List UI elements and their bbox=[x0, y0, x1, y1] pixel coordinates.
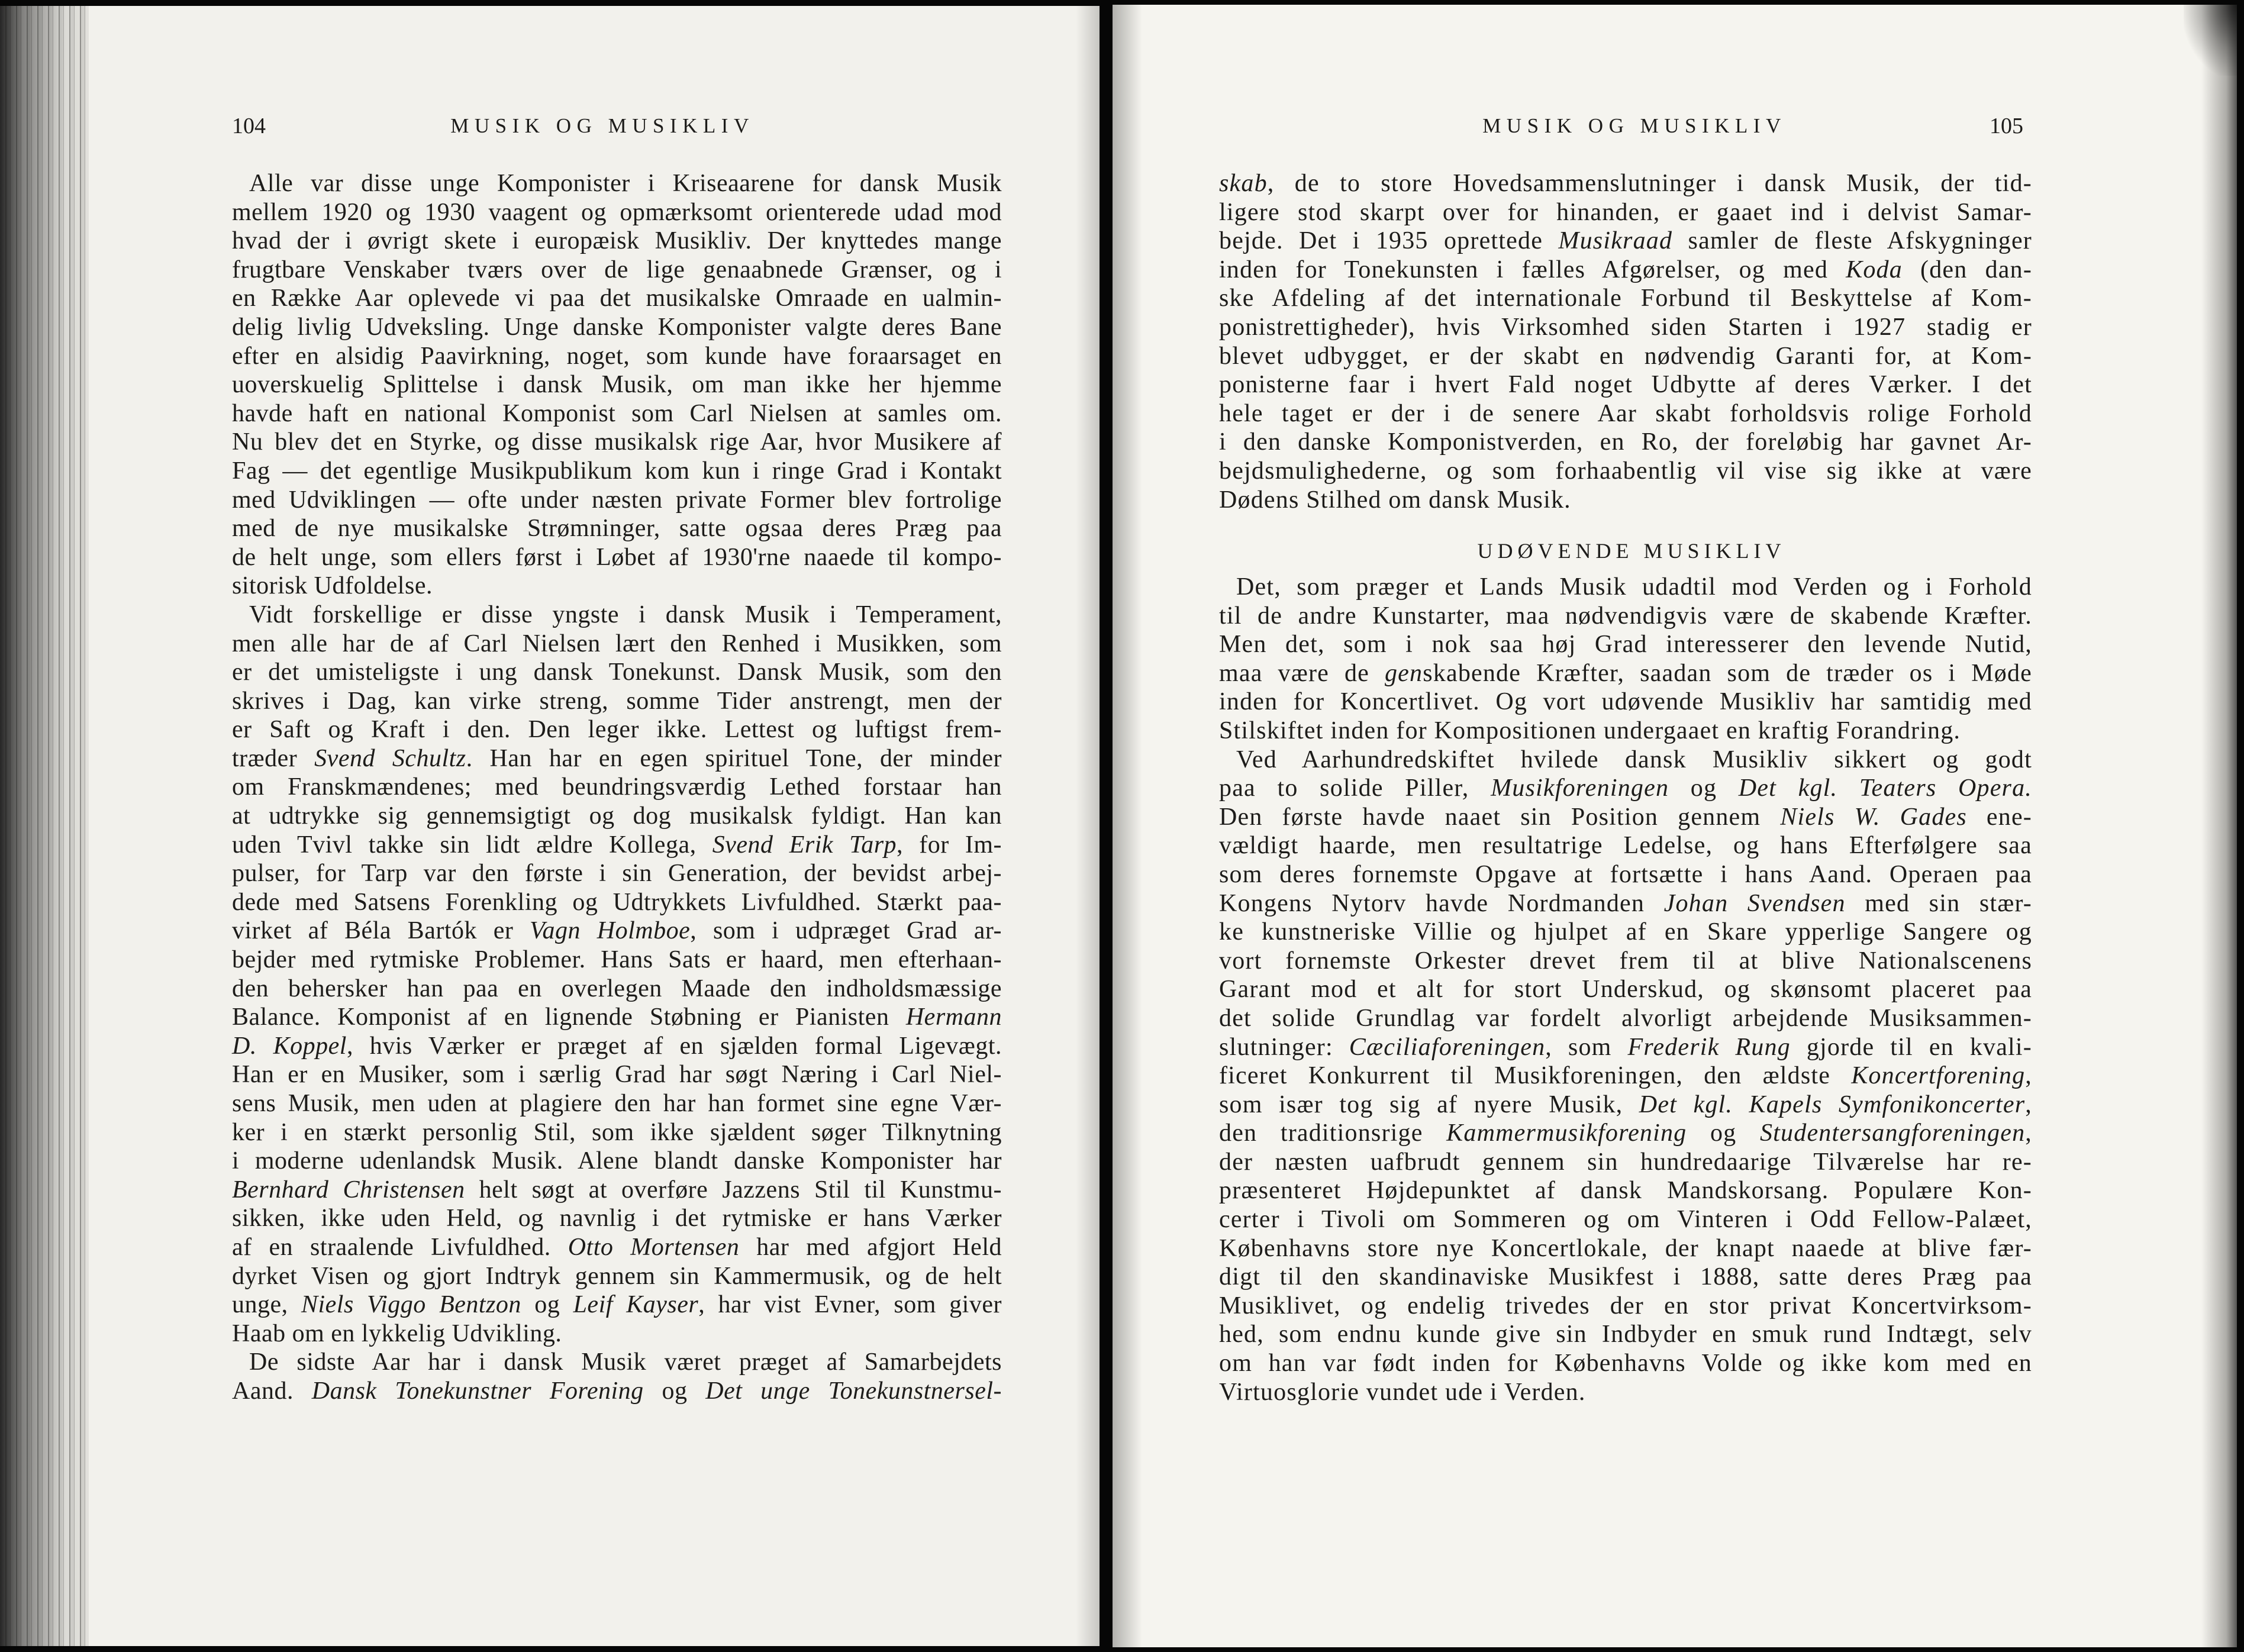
text-line bbox=[232, 715, 1002, 744]
text-run: som deres fornemste Opgave at fortsætte i hans Aand. Operaen paa bbox=[1219, 860, 2032, 888]
text-run: ligere stod skarpt over for hinanden, er gaaet ind i delvist Samar- bbox=[1219, 198, 2032, 226]
page-edge-shadow bbox=[2201, 5, 2237, 1647]
text-run: (den dan- bbox=[1902, 256, 2033, 283]
italic-text: Leif Kayser bbox=[573, 1291, 699, 1319]
text-run: som især tog sig af nyere Musik, bbox=[1219, 1090, 1639, 1118]
running-head: MUSIK OG MUSIKLIV bbox=[1482, 114, 1787, 137]
italic-text: Niels W. Gades bbox=[1780, 803, 1967, 831]
text-line bbox=[232, 773, 1002, 802]
text-line bbox=[1219, 1378, 2032, 1407]
text-line bbox=[1219, 256, 2032, 285]
text-run: ficeret Konkurrent til Musikforeningen, den ældste bbox=[1219, 1062, 1852, 1090]
text-run: , som bbox=[1545, 1033, 1628, 1061]
text-run: i moderne udenlandsk Musik. Alene blandt danske Komponister har bbox=[232, 1147, 1002, 1175]
text-line bbox=[1219, 1148, 2032, 1177]
italic-text: Frederik Rung bbox=[1627, 1033, 1791, 1061]
text-line bbox=[1219, 1033, 2032, 1062]
text-line bbox=[1219, 889, 2032, 918]
text-line bbox=[232, 658, 1002, 687]
italic-text: Koda bbox=[1846, 256, 1903, 283]
text-line bbox=[232, 256, 1002, 285]
text-line bbox=[232, 1319, 1002, 1348]
italic-text: Svend Schultz bbox=[314, 744, 466, 772]
italic-text: Svend Erik Tarp bbox=[712, 831, 897, 859]
italic-text: Det unge Tonekunstnersel- bbox=[705, 1377, 1002, 1405]
text-run: certer i Tivoli om Sommeren og om Vinteren i Odd Fellow-Palæet, bbox=[1219, 1206, 2032, 1234]
text-run: den traditionsrige bbox=[1219, 1119, 1447, 1147]
text-run: Men det, som i nok saa høj Grad interesserer den levende Nutid, bbox=[1219, 631, 2032, 659]
text-run: Ved Aarhundredskiftet hvilede dansk Musikliv sikkert og godt bbox=[1236, 746, 2032, 773]
text-run: sens Musik, men uden at plagiere den har han formet sine egne Vær- bbox=[232, 1090, 1002, 1117]
text-run: vældigt haarde, men resultatrige Ledelse, og hans Efterfølgere saa bbox=[1219, 832, 2032, 860]
text-line bbox=[1219, 1320, 2032, 1349]
paragraph bbox=[1219, 573, 2032, 746]
text-line bbox=[232, 1003, 1002, 1032]
text-line bbox=[232, 917, 1002, 946]
text-run: med sin stær- bbox=[1845, 889, 2032, 917]
text-line bbox=[1219, 774, 2032, 803]
text-line bbox=[1219, 947, 2032, 976]
text-line bbox=[1219, 399, 2032, 428]
body-text bbox=[1219, 169, 2032, 514]
text-line bbox=[232, 1348, 1002, 1377]
text-line bbox=[1219, 1119, 2032, 1148]
text-run: dede med Satsens Forenkling og Udtrykkets Livfuldhed. Stærkt paa- bbox=[232, 888, 1002, 916]
gutter-shadow bbox=[1076, 6, 1100, 1646]
text-line bbox=[1219, 1061, 2032, 1090]
text-line bbox=[232, 1290, 1002, 1319]
italic-text: D. Koppel bbox=[232, 1032, 347, 1060]
text-line bbox=[1219, 1292, 2032, 1321]
text-line bbox=[1219, 1090, 2032, 1119]
body-text bbox=[232, 169, 1002, 1406]
text-run: blevet udbygget, er der skabt en nødvendig Garanti for, at Kom- bbox=[1219, 342, 2032, 370]
text-run: om Franskmændenes; med beundringsværdig Lethed forstaar han bbox=[232, 773, 1002, 801]
text-run: Virtuosglorie vundet ude i Verden. bbox=[1219, 1378, 1586, 1406]
text-run: , de to store Hovedsammenslutninger i dansk Musik, der tid- bbox=[1267, 170, 2032, 197]
text-run: i den danske Komponistverden, en Ro, der foreløbig har gavnet Ar- bbox=[1219, 428, 2032, 456]
text-line bbox=[1219, 1263, 2032, 1292]
text-line bbox=[232, 1233, 1002, 1262]
text-run: hvad der i øvrigt skete i europæisk Musikliv. Der knyttedes mange bbox=[232, 227, 1002, 255]
text-run: skrives i Dag, kan virke streng, somme Tider anstrengt, men der bbox=[232, 687, 1002, 715]
italic-text: Kammermusikforening bbox=[1446, 1119, 1687, 1147]
text-run: og bbox=[521, 1291, 573, 1319]
text-run: digt til den skandinaviske Musikfest i 1888, satte deres Præg paa bbox=[1219, 1263, 2032, 1291]
text-run: at udtrykke sig gennemsigtigt og dog musikalsk fyldigt. Han kan bbox=[232, 802, 1002, 830]
text-line bbox=[232, 946, 1002, 975]
text-line bbox=[1219, 1176, 2032, 1205]
italic-text: Studentersangforeningen bbox=[1759, 1119, 2026, 1147]
text-line bbox=[232, 859, 1002, 888]
italic-text: gen bbox=[1384, 659, 1423, 687]
text-run: ker i en stærkt personlig Stil, som ikke sjældent søger Tilknytning bbox=[232, 1118, 1002, 1146]
italic-text: Koncertforening bbox=[1851, 1062, 2026, 1090]
text-run: Balance. Komponist af en lignende Støbning er Pianisten bbox=[232, 1004, 906, 1031]
text-line bbox=[232, 1262, 1002, 1291]
text-run: slutninger: bbox=[1219, 1033, 1349, 1061]
text-run: ene- bbox=[1966, 803, 2032, 831]
italic-text: Musikraad bbox=[1558, 227, 1673, 255]
text-run: den behersker han paa en overlegen Maade den indholdsmæssige bbox=[232, 975, 1002, 1002]
text-run: Aand. bbox=[232, 1377, 312, 1405]
page-corner-shadow bbox=[2184, 5, 2237, 76]
text-run: Musiklivet, og endelig trivedes der en stor privat Koncertvirksom- bbox=[1219, 1292, 2032, 1319]
text-line bbox=[232, 572, 1002, 601]
text-line bbox=[1219, 803, 2032, 832]
italic-text: Vagn Holmboe bbox=[530, 917, 691, 945]
text-line bbox=[1219, 227, 2032, 256]
text-line bbox=[1219, 1349, 2032, 1378]
text-run: en Række Aar oplevede vi paa det musikalske Omraade en ualmin- bbox=[232, 285, 1002, 312]
text-run: med de nye musikalske Strømninger, satte ogsaa deres Præg paa bbox=[232, 515, 1002, 543]
text-run: er Saft og Kraft i den. Den leger ikke. Lettest og luftigst frem- bbox=[232, 716, 1002, 744]
text-run: Han er en Musiker, som i særlig Grad har søgt Næring i Carl Niel- bbox=[232, 1061, 1002, 1089]
text-line bbox=[232, 1032, 1002, 1061]
text-run: delig livlig Udveksling. Unge danske Komponister valgte deres Bane bbox=[232, 313, 1002, 341]
text-run: har med afgjort Held bbox=[739, 1233, 1002, 1261]
page-number: 105 bbox=[1990, 114, 2023, 138]
text-line bbox=[232, 313, 1002, 342]
text-run: og bbox=[1687, 1119, 1760, 1147]
paragraph bbox=[1219, 746, 2032, 1407]
text-line bbox=[232, 1377, 1002, 1406]
text-line bbox=[232, 687, 1002, 716]
text-run: de helt unge, som ellers først i Løbet af 1930'rne naaede til kompo- bbox=[232, 543, 1002, 571]
text-run: Det, som præger et Lands Musik udadtil mod Verden og i Forhold bbox=[1236, 573, 2032, 601]
italic-text: Det kgl. Teaters Opera. bbox=[1738, 775, 2032, 802]
text-run: unge, bbox=[232, 1291, 301, 1319]
page-edge-stack bbox=[0, 6, 89, 1646]
italic-text: Bernhard Christensen bbox=[232, 1176, 465, 1203]
text-run: men alle har de af Carl Nielsen lært den Renhed i Musikken, som bbox=[232, 630, 1002, 657]
text-run: af en straalende Livfuldhed. bbox=[232, 1233, 568, 1261]
text-run: pulser, for Tarp var den første i sin Generation, der bevidst arbej- bbox=[232, 860, 1002, 888]
text-run: og bbox=[1669, 775, 1739, 802]
text-line bbox=[232, 1060, 1002, 1089]
text-run: mellem 1920 og 1930 vaagent og opmærksomt orienterede udad mod bbox=[232, 198, 1002, 226]
text-run: og bbox=[643, 1377, 706, 1405]
section-body-text bbox=[1219, 573, 2032, 1406]
text-run: bejder med rytmiske Problemer. Hans Sats er haard, men efterhaan- bbox=[232, 946, 1002, 974]
text-line bbox=[1219, 169, 2032, 198]
text-run: , bbox=[2025, 1090, 2032, 1118]
paragraph bbox=[232, 169, 1002, 601]
text-line bbox=[232, 284, 1002, 313]
italic-text: Niels Viggo Bentzon bbox=[301, 1291, 521, 1319]
text-line bbox=[232, 543, 1002, 572]
italic-text: skab bbox=[1219, 170, 1268, 197]
text-line bbox=[1219, 370, 2032, 399]
text-line bbox=[232, 1147, 1002, 1176]
text-run: Den første havde naaet sin Position gennem bbox=[1219, 803, 1781, 831]
text-run: om han var født inden for Københavns Volde og ikke kom med en bbox=[1219, 1350, 2032, 1377]
text-line bbox=[232, 1176, 1002, 1205]
text-line bbox=[1219, 975, 2032, 1004]
text-run: maa være de bbox=[1219, 659, 1385, 687]
text-line bbox=[232, 428, 1002, 457]
text-line bbox=[1219, 831, 2032, 860]
text-line bbox=[1219, 602, 2032, 631]
text-line bbox=[1219, 457, 2032, 486]
text-run: uden Tvivl takke sin lidt ældre Kollega, bbox=[232, 831, 712, 859]
section-heading: UDØVENDE MUSIKLIV bbox=[1477, 539, 1786, 563]
text-run: paa to solide Piller, bbox=[1219, 775, 1491, 802]
text-run: samler de fleste Afskygninger bbox=[1672, 227, 2032, 255]
text-line bbox=[1219, 486, 2032, 515]
text-run: inden for Tonekunsten i fælles Afgørelser, og med bbox=[1219, 256, 1846, 283]
text-run: havde haft en national Komponist som Carl Nielsen at samles om. bbox=[232, 399, 1002, 427]
text-line bbox=[1219, 717, 2032, 746]
text-line bbox=[1219, 428, 2032, 457]
text-run: træder bbox=[232, 744, 315, 772]
italic-text: Johan Svendsen bbox=[1663, 889, 1846, 917]
text-run: uoverskuelig Splittelse i dansk Musik, om man ikke her hjemme bbox=[232, 371, 1002, 399]
text-run: det solide Grundlag var fordelt alvorligt arbejdende Musiksammen- bbox=[1219, 1004, 2032, 1032]
text-line bbox=[232, 169, 1002, 198]
text-run: der næsten uafbrudt gennem sin hundredaarige Tilværelse har re- bbox=[1219, 1148, 2032, 1176]
italic-text: Dansk Tonekunstner Forening bbox=[311, 1377, 644, 1405]
text-line bbox=[1219, 688, 2032, 717]
text-run: , bbox=[2025, 1119, 2032, 1147]
text-line bbox=[1219, 198, 2032, 227]
text-run: Alle var disse unge Komponister i Kriseaarene for dansk Musik bbox=[249, 170, 1002, 197]
text-line bbox=[232, 1089, 1002, 1118]
text-run: Fag — det egentlige Musikpublikum kom kun i ringe Grad i Kontakt bbox=[232, 457, 1002, 485]
text-run: , bbox=[2025, 1062, 2032, 1090]
text-run: efter en alsidig Paavirkning, noget, som kunde have foraarsaget en bbox=[232, 342, 1002, 370]
text-line bbox=[1219, 313, 2032, 342]
left-page bbox=[0, 6, 1100, 1646]
text-line bbox=[1219, 342, 2032, 371]
text-run: Nu blev det en Styrke, og disse musikalsk rige Aar, hvor Musikere af bbox=[232, 428, 1002, 456]
text-run: virket af Béla Bartók er bbox=[232, 917, 530, 945]
text-line bbox=[232, 802, 1002, 831]
text-line bbox=[232, 831, 1002, 860]
text-run: , har vist Evner, som giver bbox=[698, 1291, 1002, 1319]
text-run: Stilskiftet inden for Kompositionen undergaaet en kraftig Forandring. bbox=[1219, 717, 1961, 744]
text-run: ponistrettigheder), hvis Virksomhed siden Starten i 1927 stadig er bbox=[1219, 313, 2032, 341]
text-line bbox=[232, 888, 1002, 917]
paragraph bbox=[1219, 169, 2032, 514]
text-line bbox=[232, 370, 1002, 399]
paragraph bbox=[232, 601, 1002, 1348]
text-run: er det umisteligste i ung dansk Tonekunst. Dansk Musik, som den bbox=[232, 659, 1002, 686]
text-line bbox=[1219, 1234, 2032, 1263]
text-run: , som i udpræget Grad ar- bbox=[690, 917, 1002, 945]
italic-text: Musikforeningen bbox=[1491, 775, 1669, 802]
text-run: bejdsmulighederne, og som forhaabentlig vil vise sig ikke at være bbox=[1219, 457, 2032, 485]
text-run: Vidt forskellige er disse yngste i dansk Musik i Temperament, bbox=[249, 601, 1002, 628]
text-run: hele taget er der i de senere Aar skabt forholdsvis rolige Forhold bbox=[1219, 399, 2032, 427]
text-line bbox=[232, 630, 1002, 659]
text-line bbox=[232, 1118, 1002, 1147]
text-run: . Han har en egen spirituel Tone, der minder bbox=[466, 744, 1002, 772]
text-line bbox=[232, 1204, 1002, 1233]
text-run: med Udviklingen — ofte under næsten private Former blev fortrolige bbox=[232, 486, 1002, 514]
right-page bbox=[1113, 5, 2237, 1647]
text-run: ske Afdeling af det internationale Forbund til Beskyttelse af Kom- bbox=[1219, 285, 2032, 312]
paragraph bbox=[232, 1348, 1002, 1405]
text-line bbox=[1219, 860, 2032, 889]
text-run: Københavns store nye Koncertlokale, der knapt naaede at blive fær- bbox=[1219, 1234, 2032, 1262]
text-line bbox=[1219, 918, 2032, 947]
text-line bbox=[1219, 1004, 2032, 1033]
text-run: vort fornemste Orkester drevet frem til at blive Nationalscenens bbox=[1219, 947, 2032, 975]
text-run: Garant mod et alt for stort Underskud, og skønsomt placeret paa bbox=[1219, 976, 2032, 1004]
text-run: ke kunstneriske Villie og hjulpet af en Skare ypperlige Sangere og bbox=[1219, 918, 2032, 946]
italic-text: Otto Mortensen bbox=[568, 1233, 740, 1261]
text-run: frugtbare Venskaber tværs over de lige genaabnede Grænser, og i bbox=[232, 256, 1002, 283]
text-line bbox=[1219, 284, 2032, 313]
text-line bbox=[1219, 573, 2032, 602]
page-number: 104 bbox=[232, 114, 266, 138]
text-line bbox=[1219, 1205, 2032, 1234]
gutter-shadow bbox=[1113, 5, 1142, 1647]
text-run: gjorde til en kvali- bbox=[1790, 1033, 2032, 1061]
text-line bbox=[1219, 630, 2032, 659]
text-run: , for Im- bbox=[897, 831, 1002, 859]
text-line bbox=[232, 514, 1002, 543]
text-run: ponisterne faar i hvert Fald noget Udbytte af deres Værker. I det bbox=[1219, 371, 2032, 399]
text-run: inden for Koncertlivet. Og vort udøvende Musikliv har samtidig med bbox=[1219, 688, 2032, 716]
text-line bbox=[232, 227, 1002, 256]
text-run: helt søgt at overføre Jazzens Stil til Kunstmu- bbox=[465, 1176, 1002, 1203]
italic-text: Cæciliaforeningen bbox=[1349, 1033, 1546, 1061]
text-run: sikken, ikke uden Held, og navnlig i det rytmiske er hans Værker bbox=[232, 1205, 1002, 1232]
text-line bbox=[232, 486, 1002, 515]
text-line bbox=[232, 744, 1002, 773]
text-run: Dødens Stilhed om dansk Musik. bbox=[1219, 486, 1571, 514]
italic-text: Hermann bbox=[905, 1004, 1002, 1031]
text-run: skabende Kræfter, saadan som de træder os i Møde bbox=[1423, 659, 2032, 687]
text-line bbox=[232, 975, 1002, 1004]
text-line bbox=[1219, 659, 2032, 688]
text-run: sitorisk Udfoldelse. bbox=[232, 572, 433, 600]
text-line bbox=[232, 399, 1002, 428]
text-run: til de andre Kunstarter, maa nødvendigvis være de skabende Kræfter. bbox=[1219, 602, 2032, 630]
text-line bbox=[232, 601, 1002, 630]
text-run: bejde. Det i 1935 oprettede bbox=[1219, 227, 1559, 255]
running-head: MUSIK OG MUSIKLIV bbox=[450, 114, 755, 137]
text-run: præsenteret Højdepunktet af dansk Mandskorsang. Populære Kon- bbox=[1219, 1177, 2032, 1205]
text-run: Kongens Nytorv havde Nordmanden bbox=[1219, 889, 1664, 917]
text-line bbox=[232, 342, 1002, 371]
text-run: De sidste Aar har i dansk Musik været præget af Samarbejdets bbox=[249, 1348, 1002, 1376]
text-line bbox=[232, 198, 1002, 227]
text-run: hed, som endnu kunde give sin Indbyder en smuk rund Indtægt, selv bbox=[1219, 1321, 2032, 1348]
italic-text: Det kgl. Kapels Symfonikoncerter bbox=[1639, 1090, 2026, 1118]
text-run: dyrket Visen og gjort Indtryk gennem sin Kammermusik, og de helt bbox=[232, 1262, 1002, 1290]
text-line bbox=[232, 457, 1002, 486]
text-line bbox=[1219, 746, 2032, 775]
text-run: Haab om en lykkelig Udvikling. bbox=[232, 1319, 562, 1347]
text-run: , hvis Værker er præget af en sjælden formal Ligevægt. bbox=[346, 1032, 1002, 1060]
